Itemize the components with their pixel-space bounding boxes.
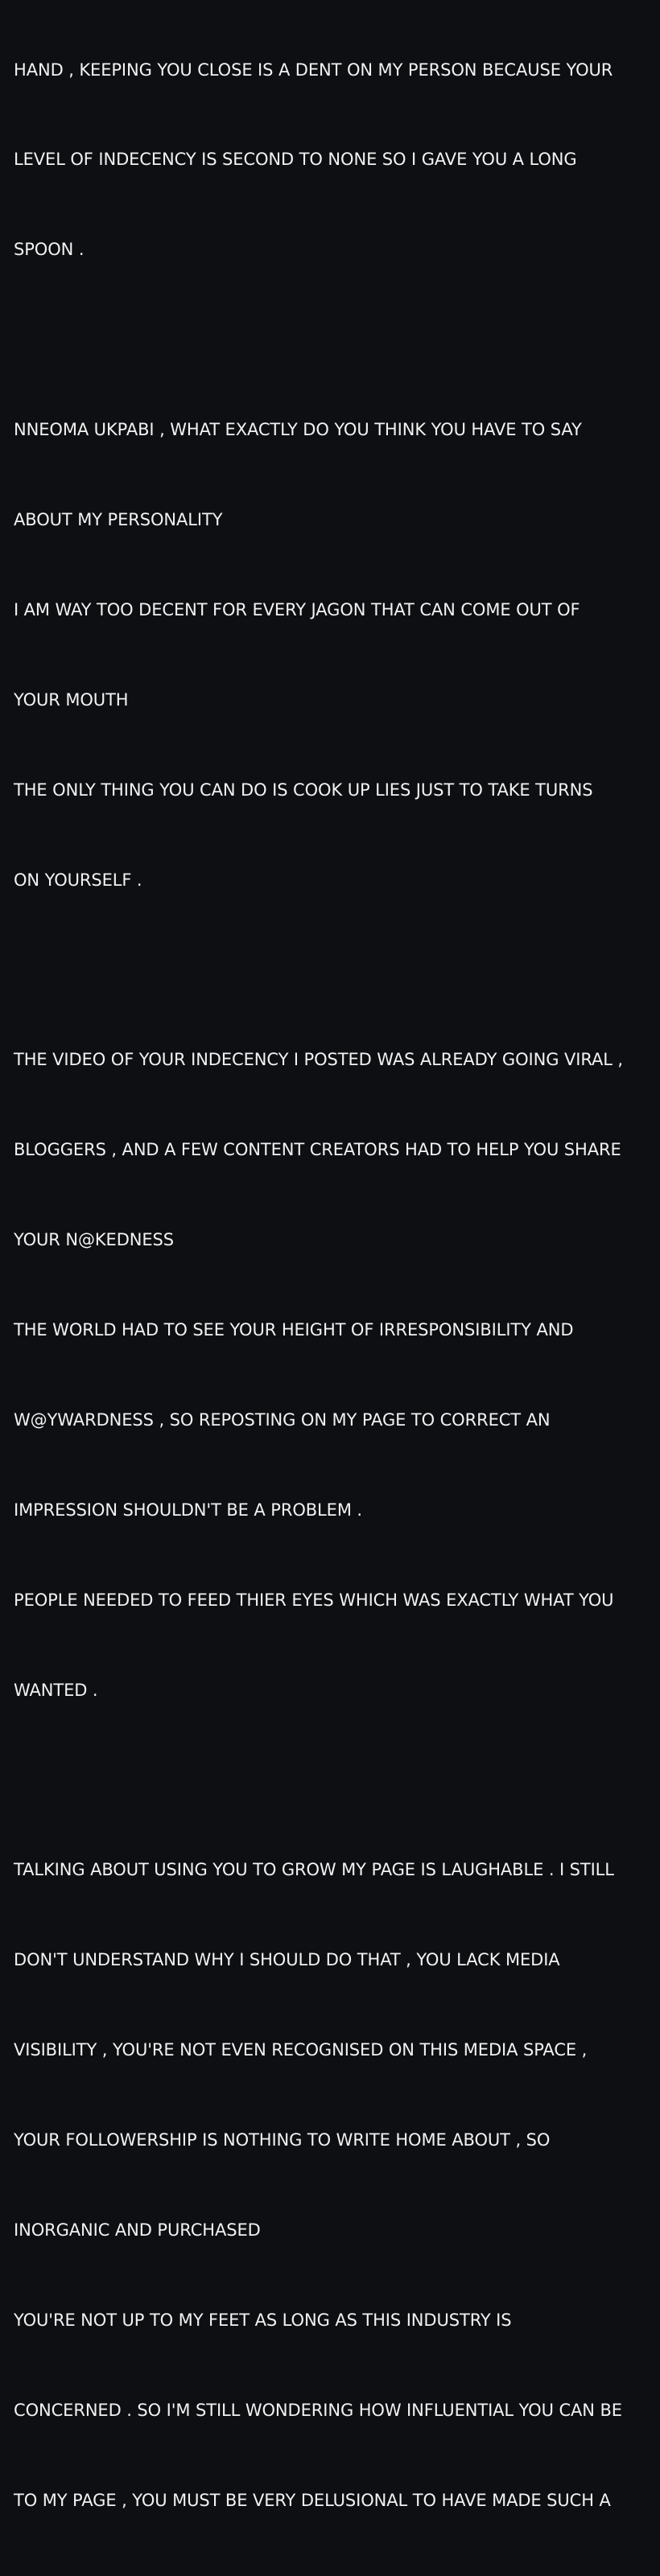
text-line: CONCERNED . SO I'M STILL WONDERING HOW INFLUENTIAL YOU CAN BE (14, 2400, 622, 2420)
blank-line (14, 956, 658, 986)
text-line: SPOON . (14, 240, 85, 260)
text-line: TALKING ABOUT USING YOU TO GROW MY PAGE IS LAUGHABLE . I STILL (14, 1860, 614, 1880)
text-line: THE WORLD HAD TO SEE YOUR HEIGHT OF IRRESPONSIBILITY AND (14, 1320, 574, 1340)
text-line: LEVEL OF INDECENCY IS SECOND TO NONE SO I GAVE YOU A LONG (14, 150, 577, 170)
text-line: YOUR N@KEDNESS (14, 1230, 175, 1250)
text-line: IMPRESSION SHOULDN'T BE A PROBLEM . (14, 1500, 362, 1520)
text-line: HAND , KEEPING YOU CLOSE IS A DENT ON MY PERSON BECAUSE YOUR (14, 60, 613, 80)
text-line: ON YOURSELF . (14, 870, 142, 890)
text-line: ABOUT MY PERSONALITY (14, 510, 223, 530)
text-line: W@YWARDNESS , SO REPOSTING ON MY PAGE TO CORRECT AN (14, 1409, 551, 1430)
text-line: THE ONLY THING YOU CAN DO IS COOK UP LIES JUST TO TAKE TURNS (14, 780, 593, 800)
text-line: DON'T UNDERSTAND WHY I SHOULD DO THAT , YOU LACK MEDIA (14, 1950, 560, 1970)
text-line: NNEOMA UKPABI , WHAT EXACTLY DO YOU THINK YOU HAVE TO SAY (14, 420, 582, 440)
text-line: PEOPLE NEEDED TO FEED THIER EYES WHICH WAS EXACTLY WHAT YOU (14, 1590, 614, 1610)
text-line: YOU'RE NOT UP TO MY FEET AS LONG AS THIS INDUSTRY IS (14, 2310, 512, 2330)
text-line: THE VIDEO OF YOUR INDECENCY I POSTED WAS ALREADY GOING VIRAL , (14, 1050, 623, 1070)
blank-line (14, 1766, 658, 1796)
text-line: WANTED . (14, 1680, 98, 1700)
text-line: VISIBILITY , YOU'RE NOT EVEN RECOGNISED ON THIS MEDIA SPACE , (14, 2040, 588, 2060)
text-line: YOUR MOUTH (14, 689, 129, 710)
text-line: YOUR FOLLOWERSHIP IS NOTHING TO WRITE HOME ABOUT , SO (14, 2130, 551, 2150)
post-text-body (14, 0, 658, 2576)
text-line: I AM WAY TOO DECENT FOR EVERY JAGON THAT CAN COME OUT OF (14, 599, 580, 619)
text-line: INORGANIC AND PURCHASED (14, 2220, 261, 2240)
blank-line (14, 325, 658, 355)
text-line: TO MY PAGE , YOU MUST BE VERY DELUSIONAL TO HAVE MADE SUCH A (14, 2490, 611, 2510)
text-line: BLOGGERS , AND A FEW CONTENT CREATORS HAD TO HELP YOU SHARE (14, 1140, 621, 1160)
